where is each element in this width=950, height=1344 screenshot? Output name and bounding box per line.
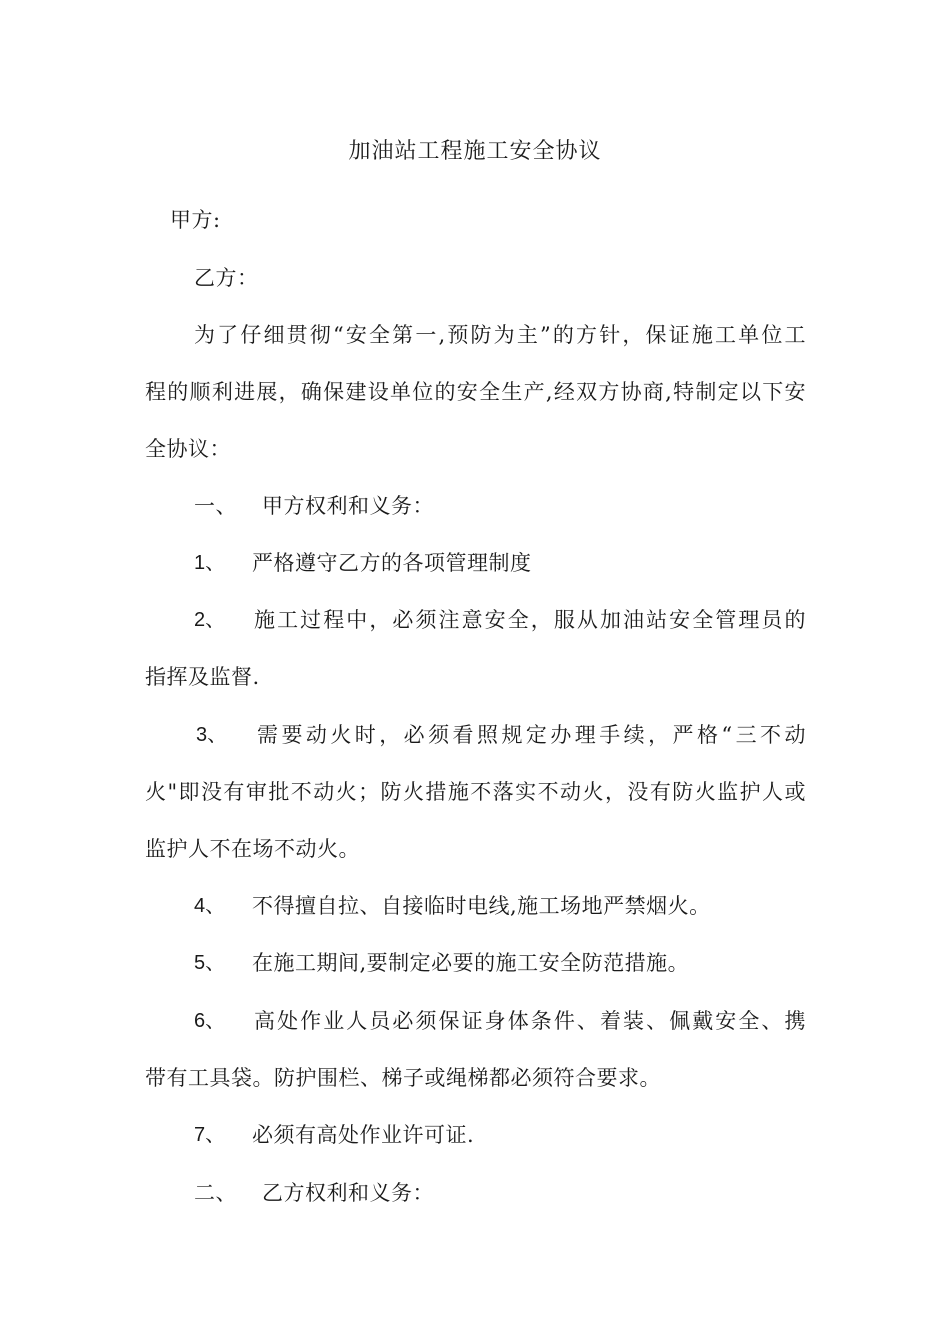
document-title: 加油站工程施工安全协议	[348, 139, 602, 164]
intro-line-1: 为了仔细贯彻“安全第一,预防为主”的方针，保证施工单位工	[194, 323, 806, 347]
item-3-number: 3、	[196, 724, 228, 746]
section-2-heading: 乙方权利和义务：	[262, 1181, 434, 1205]
item-4-number: 4、	[194, 895, 226, 917]
item-2-line-2: 指挥及监督.	[145, 665, 260, 689]
party-b-label: 乙方：	[194, 266, 259, 290]
item-2-number: 2、	[194, 609, 226, 631]
item-3-line-3: 监护人不在场不动火。	[145, 837, 360, 861]
item-7-text: 必须有高处作业许可证.	[252, 1123, 475, 1147]
item-6-line-1: 高处作业人员必须保证身体条件、着装、佩戴安全、携	[254, 1009, 806, 1033]
party-a-label: 甲方:	[170, 208, 221, 232]
item-6-number: 6、	[194, 1010, 226, 1032]
item-4-text: 不得擅自拉、自接临时电线,施工场地严禁烟火。	[252, 894, 711, 918]
section-2-number: 二、	[194, 1181, 237, 1205]
item-3-line-1: 需要动火时，必须看照规定办理手续，严格“三不动	[257, 723, 806, 747]
item-5-number: 5、	[194, 952, 226, 974]
item-2-line-1: 施工过程中，必须注意安全，服从加油站安全管理员的	[254, 608, 806, 632]
item-6-line-2: 带有工具袋。防护围栏、梯子或绳梯都必须符合要求。	[145, 1066, 661, 1090]
item-1-number: 1、	[194, 552, 226, 574]
section-1-heading: 甲方权利和义务：	[262, 494, 434, 518]
item-7-number: 7、	[194, 1124, 226, 1146]
item-5-text: 在施工期间,要制定必要的施工安全防范措施。	[252, 951, 690, 975]
item-3-line-2: 火"即没有审批不动火；防火措施不落实不动火，没有防火监护人或	[145, 780, 806, 804]
intro-line-2: 程的顺利进展，确保建设单位的安全生产,经双方协商,特制定以下安	[145, 380, 806, 404]
section-1-number: 一、	[194, 494, 237, 518]
intro-line-3: 全协议：	[145, 437, 231, 461]
item-1-text: 严格遵守乙方的各项管理制度	[252, 551, 532, 575]
